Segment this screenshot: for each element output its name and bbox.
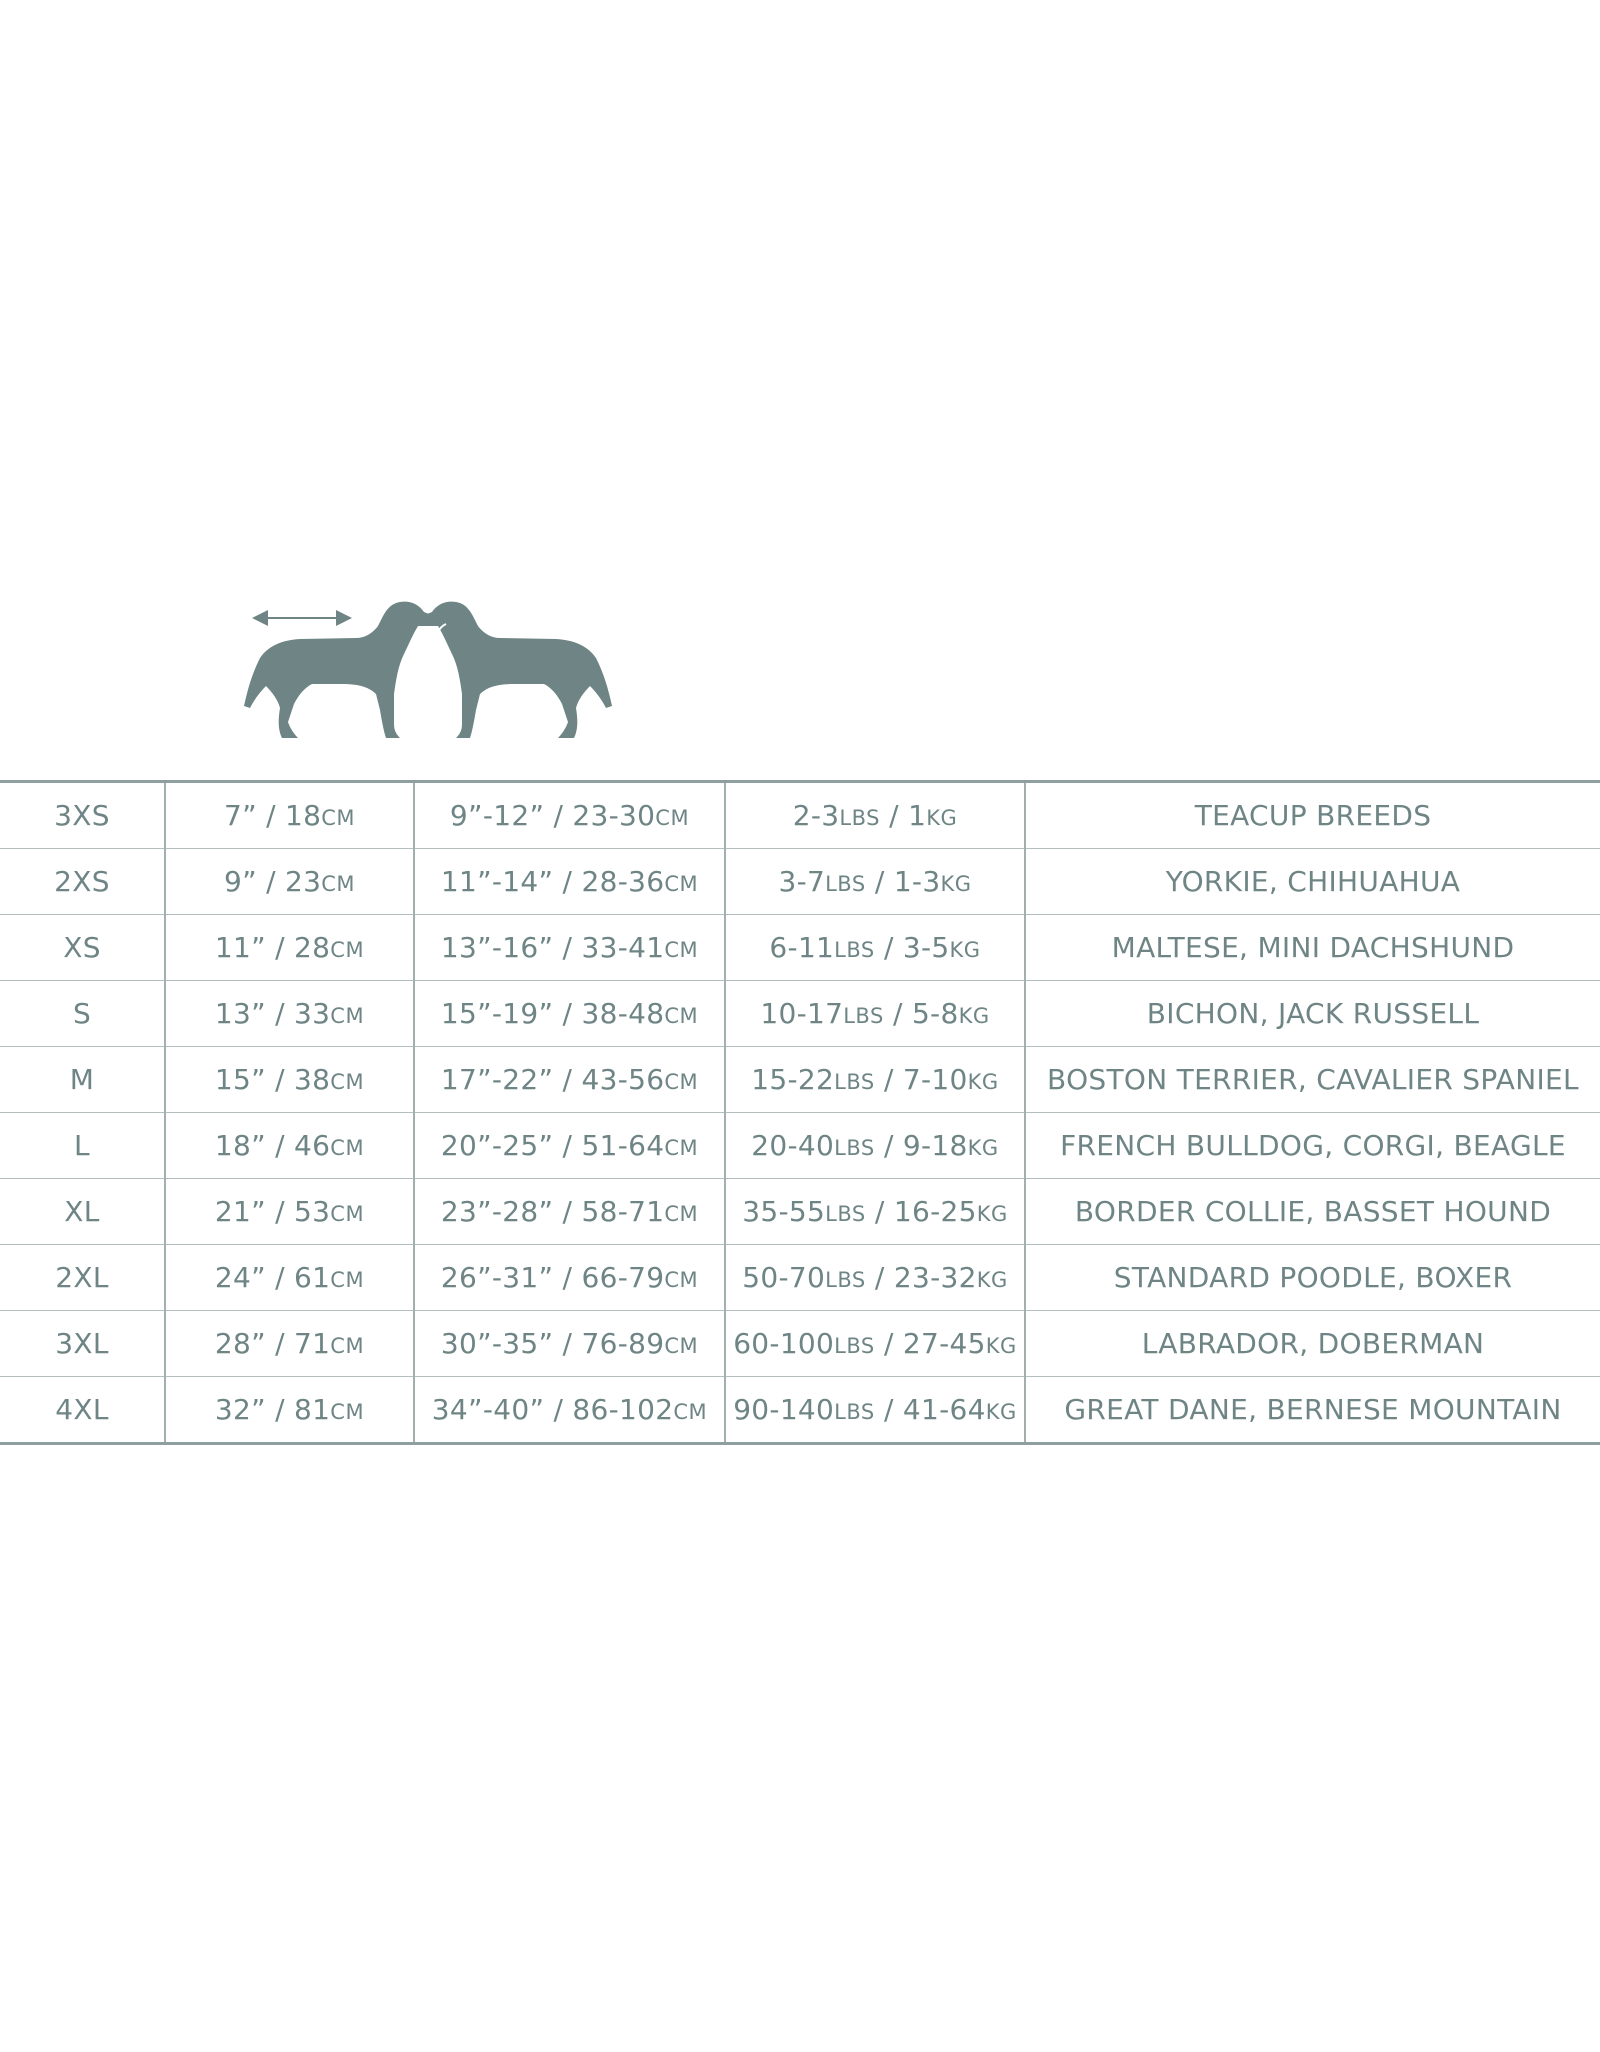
- back-length-cell: [165, 1113, 414, 1179]
- breeds-cell: [1025, 1377, 1600, 1444]
- unit-label: CM: [664, 1070, 699, 1094]
- unit-label: LBS: [834, 1334, 875, 1358]
- neck-girth-cell: [414, 1245, 725, 1311]
- unit-label: KG: [976, 1268, 1008, 1292]
- size-cell: [0, 1113, 165, 1179]
- unit-label: CM: [330, 1070, 365, 1094]
- back-length-cell: [165, 1245, 414, 1311]
- weight-cell: [725, 1311, 1025, 1377]
- weight-lbs-value: 90-140: [733, 1393, 835, 1426]
- breeds-label: YORKIE, CHIHUAHUA: [1165, 865, 1461, 898]
- size-label: M: [69, 1063, 95, 1096]
- unit-label: LBS: [834, 1136, 875, 1160]
- breeds-cell: [1025, 1179, 1600, 1245]
- back-length-value: 15” / 38: [214, 1063, 331, 1096]
- back-length-cell: [165, 849, 414, 915]
- neck-girth-cell: [414, 981, 725, 1047]
- back-length-value: 24” / 61: [214, 1261, 331, 1294]
- weight-kg-value: / 9-18: [874, 1129, 968, 1162]
- breeds-cell: [1025, 1113, 1600, 1179]
- weight-kg-value: / 27-45: [874, 1327, 986, 1360]
- size-label: S: [72, 997, 92, 1030]
- unit-label: LBS: [834, 1070, 875, 1094]
- unit-label: CM: [664, 872, 699, 896]
- neck-girth-cell: [414, 1113, 725, 1179]
- unit-label: CM: [321, 872, 356, 896]
- table-row: [0, 981, 1600, 1047]
- weight-cell: [725, 1377, 1025, 1444]
- dog-measurement-illustration: [238, 596, 618, 746]
- back-length-value: 9” / 23: [223, 865, 322, 898]
- unit-label: CM: [330, 1136, 365, 1160]
- neck-girth-value: 15”-19” / 38-48: [440, 997, 665, 1030]
- size-cell: [0, 915, 165, 981]
- unit-label: KG: [949, 938, 981, 962]
- size-cell: [0, 1179, 165, 1245]
- unit-label: CM: [330, 1268, 365, 1292]
- weight-kg-value: / 7-10: [874, 1063, 968, 1096]
- unit-label: CM: [664, 938, 699, 962]
- back-length-value: 13” / 33: [214, 997, 331, 1030]
- table-row: [0, 1377, 1600, 1444]
- breeds-cell: [1025, 1311, 1600, 1377]
- unit-label: KG: [967, 1136, 999, 1160]
- breeds-cell: [1025, 1245, 1600, 1311]
- unit-label: CM: [664, 1202, 699, 1226]
- dog-left-icon: [244, 602, 436, 738]
- neck-girth-value: 26”-31” / 66-79: [440, 1261, 665, 1294]
- weight-lbs-value: 50-70: [742, 1261, 826, 1294]
- unit-label: KG: [985, 1400, 1017, 1424]
- unit-label: KG: [940, 872, 972, 896]
- breeds-cell: [1025, 915, 1600, 981]
- weight-kg-value: / 1-3: [865, 865, 941, 898]
- back-length-cell: [165, 782, 414, 849]
- size-label: 4XL: [55, 1393, 109, 1426]
- weight-cell: [725, 1179, 1025, 1245]
- size-label: 3XS: [54, 799, 110, 832]
- unit-label: CM: [673, 1400, 708, 1424]
- back-length-cell: [165, 1047, 414, 1113]
- weight-lbs-value: 10-17: [760, 997, 844, 1030]
- unit-label: KG: [967, 1070, 999, 1094]
- unit-label: LBS: [843, 1004, 884, 1028]
- back-length-value: 11” / 28: [214, 931, 331, 964]
- unit-label: LBS: [825, 872, 866, 896]
- unit-label: CM: [664, 1268, 699, 1292]
- weight-lbs-value: 60-100: [733, 1327, 835, 1360]
- breeds-label: TEACUP BREEDS: [1194, 799, 1432, 832]
- dog-right-icon: [420, 602, 612, 738]
- breeds-label: FRENCH BULLDOG, CORGI, BEAGLE: [1060, 1129, 1566, 1162]
- unit-label: LBS: [834, 1400, 875, 1424]
- size-cell: [0, 981, 165, 1047]
- back-length-value: 18” / 46: [214, 1129, 331, 1162]
- neck-girth-cell: [414, 1311, 725, 1377]
- neck-girth-value: 17”-22” / 43-56: [440, 1063, 665, 1096]
- breeds-label: LABRADOR, DOBERMAN: [1141, 1327, 1485, 1360]
- unit-label: CM: [330, 1400, 365, 1424]
- unit-label: KG: [958, 1004, 990, 1028]
- breeds-cell: [1025, 1047, 1600, 1113]
- unit-label: CM: [330, 1004, 365, 1028]
- weight-cell: [725, 849, 1025, 915]
- back-length-value: 32” / 81: [214, 1393, 331, 1426]
- neck-girth-value: 9”-12” / 23-30: [449, 799, 656, 832]
- unit-label: LBS: [839, 806, 880, 830]
- table-row: [0, 1179, 1600, 1245]
- table-row: [0, 915, 1600, 981]
- unit-label: CM: [664, 1004, 699, 1028]
- back-length-value: 7” / 18: [223, 799, 322, 832]
- weight-kg-value: / 1: [879, 799, 927, 832]
- size-cell: [0, 782, 165, 849]
- back-length-value: 21” / 53: [214, 1195, 331, 1228]
- weight-lbs-value: 15-22: [751, 1063, 835, 1096]
- weight-cell: [725, 915, 1025, 981]
- table-row: [0, 1245, 1600, 1311]
- table-row: [0, 1047, 1600, 1113]
- breeds-label: BOSTON TERRIER, CAVALIER SPANIEL: [1047, 1063, 1579, 1096]
- weight-cell: [725, 782, 1025, 849]
- neck-girth-value: 11”-14” / 28-36: [440, 865, 665, 898]
- breeds-label: GREAT DANE, BERNESE MOUNTAIN: [1064, 1393, 1562, 1426]
- table-row: [0, 1113, 1600, 1179]
- back-length-cell: [165, 1377, 414, 1444]
- unit-label: LBS: [834, 938, 875, 962]
- unit-label: CM: [330, 1334, 365, 1358]
- table-row: [0, 849, 1600, 915]
- unit-label: CM: [664, 1136, 699, 1160]
- weight-kg-value: / 41-64: [874, 1393, 986, 1426]
- size-cell: [0, 1047, 165, 1113]
- size-cell: [0, 849, 165, 915]
- neck-girth-value: 30”-35” / 76-89: [440, 1327, 665, 1360]
- unit-label: CM: [330, 1202, 365, 1226]
- unit-label: LBS: [825, 1202, 866, 1226]
- unit-label: CM: [664, 1334, 699, 1358]
- size-cell: [0, 1245, 165, 1311]
- size-label: 2XS: [54, 865, 110, 898]
- back-length-value: 28” / 71: [214, 1327, 331, 1360]
- weight-cell: [725, 1245, 1025, 1311]
- table-row: [0, 1311, 1600, 1377]
- unit-label: KG: [976, 1202, 1008, 1226]
- size-label: 3XL: [55, 1327, 109, 1360]
- breeds-cell: [1025, 782, 1600, 849]
- weight-kg-value: / 16-25: [865, 1195, 977, 1228]
- breeds-cell: [1025, 981, 1600, 1047]
- neck-girth-value: 13”-16” / 33-41: [440, 931, 665, 964]
- size-chart-body: [0, 782, 1600, 1444]
- neck-girth-value: 20”-25” / 51-64: [440, 1129, 665, 1162]
- neck-girth-cell: [414, 782, 725, 849]
- weight-lbs-value: 3-7: [778, 865, 826, 898]
- breeds-label: BICHON, JACK RUSSELL: [1146, 997, 1480, 1030]
- breeds-label: BORDER COLLIE, BASSET HOUND: [1074, 1195, 1552, 1228]
- weight-kg-value: / 5-8: [883, 997, 959, 1030]
- breeds-cell: [1025, 849, 1600, 915]
- unit-label: CM: [330, 938, 365, 962]
- breeds-label: STANDARD POODLE, BOXER: [1113, 1261, 1513, 1294]
- unit-label: LBS: [825, 1268, 866, 1292]
- size-label: 2XL: [55, 1261, 109, 1294]
- weight-cell: [725, 1113, 1025, 1179]
- back-length-cell: [165, 981, 414, 1047]
- neck-girth-cell: [414, 1179, 725, 1245]
- neck-girth-cell: [414, 1377, 725, 1444]
- back-length-cell: [165, 1311, 414, 1377]
- weight-lbs-value: 35-55: [742, 1195, 826, 1228]
- weight-kg-value: / 23-32: [865, 1261, 977, 1294]
- neck-girth-cell: [414, 915, 725, 981]
- size-label: XS: [63, 931, 101, 964]
- unit-label: CM: [655, 806, 690, 830]
- back-length-cell: [165, 915, 414, 981]
- table-row: [0, 782, 1600, 849]
- weight-lbs-value: 6-11: [769, 931, 835, 964]
- neck-girth-cell: [414, 849, 725, 915]
- weight-lbs-value: 20-40: [751, 1129, 835, 1162]
- unit-label: KG: [926, 806, 958, 830]
- neck-girth-value: 34”-40” / 86-102: [431, 1393, 674, 1426]
- size-cell: [0, 1377, 165, 1444]
- size-cell: [0, 1311, 165, 1377]
- size-chart-table: [0, 780, 1600, 1445]
- neck-girth-cell: [414, 1047, 725, 1113]
- weight-kg-value: / 3-5: [874, 931, 950, 964]
- weight-cell: [725, 981, 1025, 1047]
- breeds-label: MALTESE, MINI DACHSHUND: [1111, 931, 1515, 964]
- back-length-cell: [165, 1179, 414, 1245]
- unit-label: KG: [985, 1334, 1017, 1358]
- weight-cell: [725, 1047, 1025, 1113]
- weight-lbs-value: 2-3: [792, 799, 840, 832]
- size-label: XL: [64, 1195, 100, 1228]
- size-label: L: [74, 1129, 90, 1162]
- neck-girth-value: 23”-28” / 58-71: [440, 1195, 665, 1228]
- unit-label: CM: [321, 806, 356, 830]
